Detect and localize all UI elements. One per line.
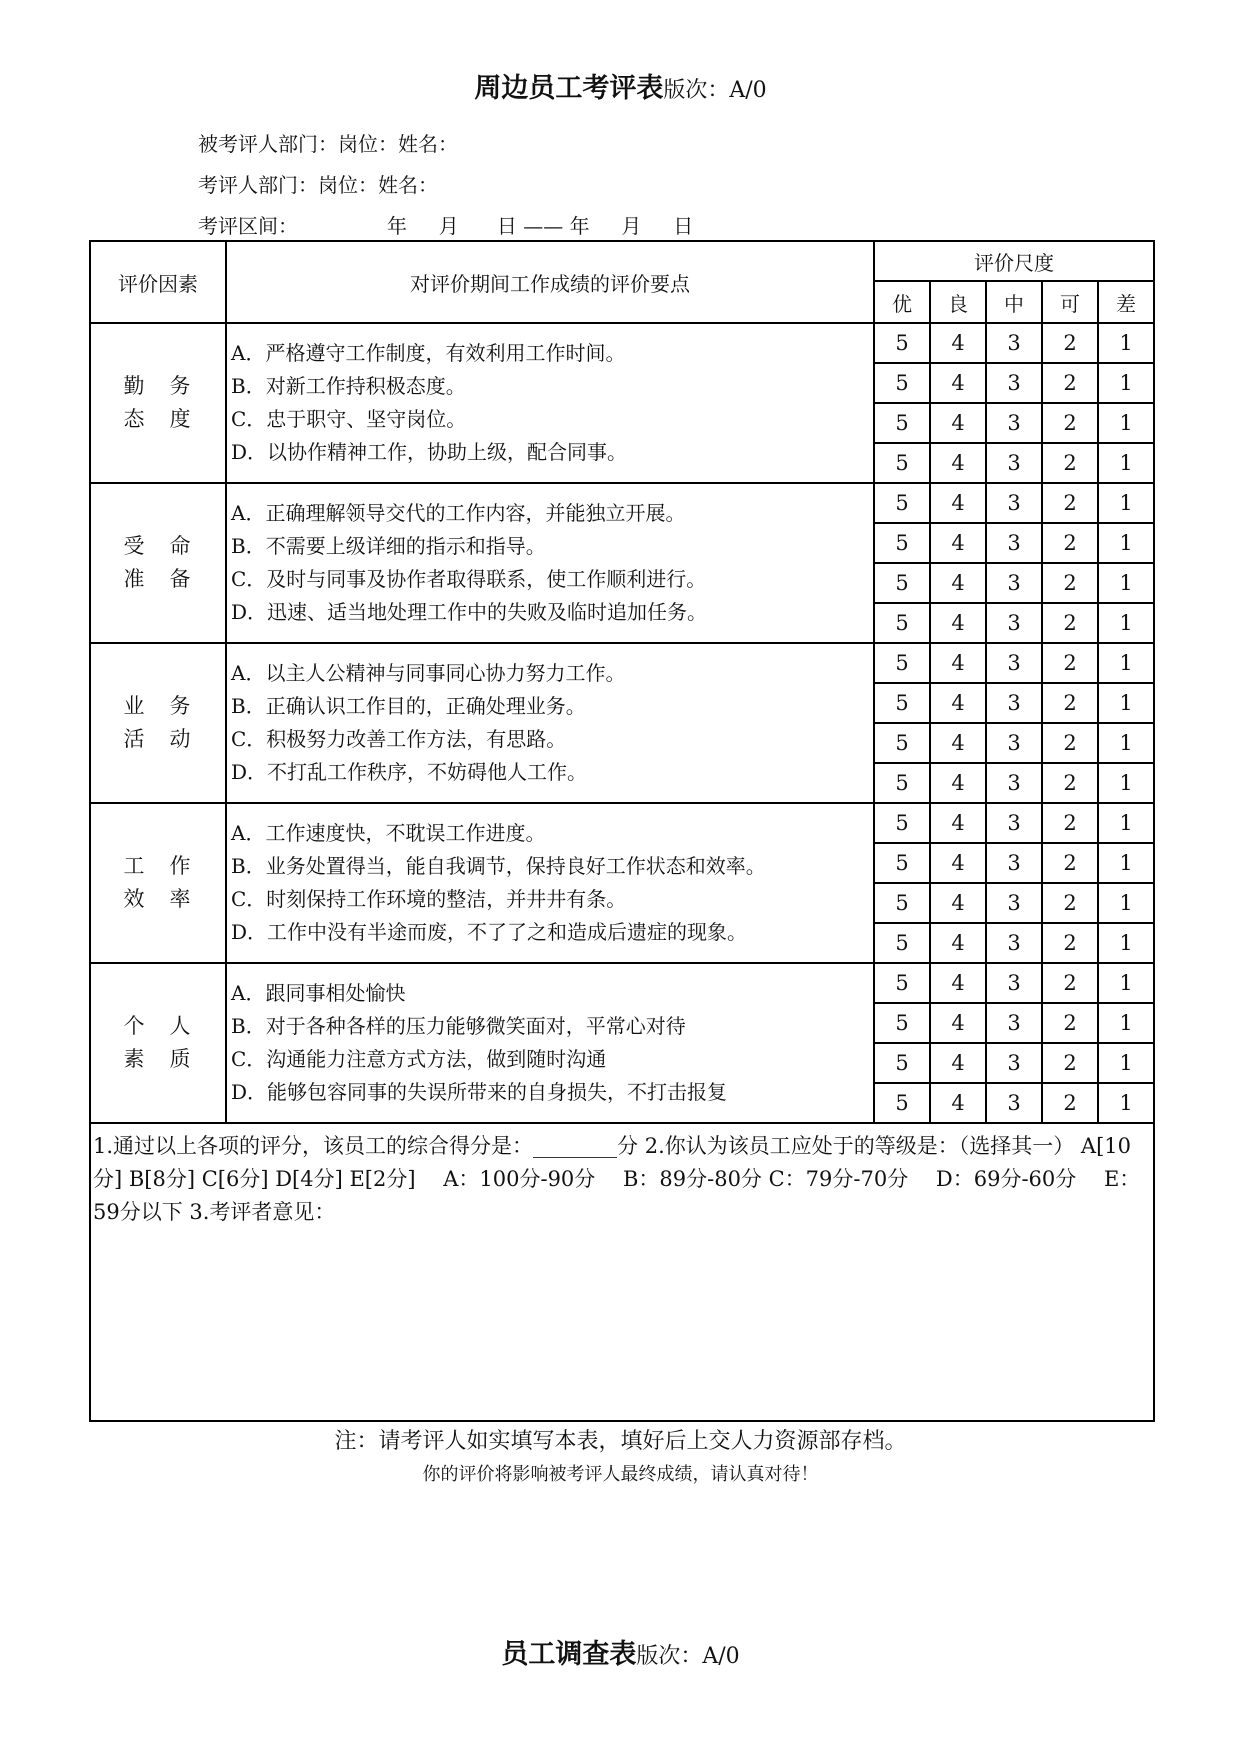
score-option[interactable]: 4 (930, 723, 986, 763)
score-option[interactable]: 4 (930, 763, 986, 803)
score-option[interactable]: 3 (986, 803, 1042, 843)
score-option[interactable]: 5 (874, 883, 930, 923)
evaluatee-info-line: 被考评人部门：岗位：姓名： (198, 132, 458, 156)
factor-cell (90, 483, 226, 643)
score-option[interactable]: 1 (1098, 723, 1154, 763)
score-option[interactable]: 1 (1098, 683, 1154, 723)
evaluation-point: C．沟通能力注意方式方法，做到随时沟通 (231, 1047, 607, 1071)
points-cell (226, 963, 874, 1123)
score-option[interactable]: 3 (986, 523, 1042, 563)
factor-label: 工 作 (123, 854, 193, 878)
evaluation-point: C．忠于职守、坚守岗位。 (231, 407, 467, 431)
evaluation-point: A．以主人公精神与同事同心协力努力工作。 (231, 661, 626, 685)
factor-label: 受 命 (123, 534, 193, 558)
factor-cell (90, 803, 226, 963)
evaluation-point: D．不打乱工作秩序，不妨碍他人工作。 (231, 760, 588, 784)
score-option[interactable]: 4 (930, 1003, 986, 1043)
score-option[interactable]: 1 (1098, 403, 1154, 443)
score-option[interactable]: 4 (930, 363, 986, 403)
evaluation-point: B．不需要上级详细的指示和指导。 (231, 534, 546, 558)
points-cell (226, 483, 874, 643)
score-option[interactable]: 4 (930, 403, 986, 443)
form-title (0, 66, 1241, 105)
score-option[interactable]: 4 (930, 843, 986, 883)
score-option[interactable]: 2 (1042, 563, 1098, 603)
score-option[interactable]: 4 (930, 923, 986, 963)
score-option[interactable]: 4 (930, 1043, 986, 1083)
score-option[interactable]: 1 (1098, 1003, 1154, 1043)
score-option[interactable]: 3 (986, 683, 1042, 723)
evaluation-point: B．正确认识工作目的，正确处理业务。 (231, 694, 586, 718)
factor-cell (90, 643, 226, 803)
score-option[interactable]: 2 (1042, 1003, 1098, 1043)
score-row (90, 483, 1154, 523)
points-cell (226, 643, 874, 803)
evaluation-point: D．能够包容同事的失误所带来的自身损失，不打击报复 (231, 1080, 728, 1104)
score-option[interactable]: 1 (1098, 603, 1154, 643)
score-option[interactable]: 3 (986, 643, 1042, 683)
grade-average: 中 (986, 281, 1042, 323)
score-option[interactable]: 5 (874, 1003, 930, 1043)
score-option[interactable]: 1 (1098, 803, 1154, 843)
score-option[interactable]: 4 (930, 963, 986, 1003)
score-option[interactable]: 2 (1042, 483, 1098, 523)
score-option[interactable]: 4 (930, 563, 986, 603)
score-option[interactable]: 5 (874, 763, 930, 803)
summary-row (90, 1123, 1154, 1421)
points-cell (226, 323, 874, 483)
grade-excellent: 优 (874, 281, 930, 323)
factor-label: 活 动 (123, 727, 193, 751)
evaluation-point: C．积极努力改善工作方法，有思路。 (231, 727, 567, 751)
factor-label: 准 备 (123, 567, 193, 591)
evaluation-point: B．对于各种各样的压力能够微笑面对，平常心对待 (231, 1014, 686, 1038)
score-option[interactable]: 3 (986, 1083, 1042, 1123)
score-option[interactable]: 5 (874, 403, 930, 443)
score-option[interactable]: 2 (1042, 403, 1098, 443)
evaluation-point: D．以协作精神工作，协助上级，配合同事。 (231, 440, 628, 464)
score-option[interactable]: 2 (1042, 923, 1098, 963)
score-option[interactable]: 3 (986, 963, 1042, 1003)
score-row (90, 323, 1154, 363)
score-option[interactable]: 4 (930, 603, 986, 643)
score-option[interactable]: 3 (986, 763, 1042, 803)
score-option[interactable]: 1 (1098, 483, 1154, 523)
evaluation-point: C．时刻保持工作环境的整洁，并井井有条。 (231, 887, 627, 911)
score-option[interactable]: 1 (1098, 523, 1154, 563)
evaluation-table (89, 240, 1155, 1422)
score-option[interactable]: 5 (874, 643, 930, 683)
score-option[interactable]: 1 (1098, 563, 1154, 603)
score-option[interactable]: 3 (986, 563, 1042, 603)
score-option[interactable]: 5 (874, 363, 930, 403)
score-option[interactable]: 3 (986, 843, 1042, 883)
score-option[interactable]: 2 (1042, 443, 1098, 483)
score-option[interactable]: 5 (874, 603, 930, 643)
score-option[interactable]: 5 (874, 1083, 930, 1123)
score-row (90, 643, 1154, 683)
evaluation-point: A．正确理解领导交代的工作内容，并能独立开展。 (231, 501, 686, 525)
score-option[interactable]: 3 (986, 723, 1042, 763)
score-option[interactable]: 1 (1098, 643, 1154, 683)
score-option[interactable]: 2 (1042, 883, 1098, 923)
score-option[interactable]: 1 (1098, 1083, 1154, 1123)
score-option[interactable]: 2 (1042, 963, 1098, 1003)
summary-body (90, 1123, 1154, 1421)
footer-note: 注：请考评人如实填写本表，填好后上交人力资源部存档。 (334, 1429, 907, 1454)
score-option[interactable]: 3 (986, 483, 1042, 523)
score-option[interactable]: 4 (930, 883, 986, 923)
header-scale: 评价尺度 (874, 241, 1154, 281)
evaluator-info-line: 考评人部门：岗位：姓名： (198, 173, 438, 197)
score-option[interactable]: 1 (1098, 883, 1154, 923)
score-option[interactable]: 4 (930, 803, 986, 843)
score-option[interactable]: 2 (1042, 363, 1098, 403)
grade-fair: 可 (1042, 281, 1098, 323)
score-option[interactable]: 1 (1098, 363, 1154, 403)
evaluation-period-line: 考评区间： 年 月 日 —— 年 月 日 (198, 214, 694, 238)
score-option[interactable]: 5 (874, 723, 930, 763)
score-option[interactable]: 1 (1098, 843, 1154, 883)
score-option[interactable]: 1 (1098, 443, 1154, 483)
score-option[interactable]: 4 (930, 683, 986, 723)
evaluation-point: B．对新工作持积极态度。 (231, 374, 466, 398)
points-cell (226, 803, 874, 963)
score-option[interactable]: 5 (874, 563, 930, 603)
score-option[interactable]: 5 (874, 323, 930, 363)
score-option[interactable]: 3 (986, 403, 1042, 443)
form-version: 版次：A/0 (663, 78, 767, 103)
score-option[interactable]: 5 (874, 803, 930, 843)
score-option[interactable]: 4 (930, 1083, 986, 1123)
score-option[interactable]: 2 (1042, 683, 1098, 723)
score-option[interactable]: 2 (1042, 723, 1098, 763)
score-option[interactable]: 1 (1098, 923, 1154, 963)
score-option[interactable]: 2 (1042, 843, 1098, 883)
score-option[interactable]: 5 (874, 923, 930, 963)
score-row (90, 963, 1154, 1003)
score-option[interactable]: 3 (986, 603, 1042, 643)
score-option[interactable]: 5 (874, 1043, 930, 1083)
header-factor: 评价因素 (90, 241, 226, 323)
score-option[interactable]: 5 (874, 483, 930, 523)
evaluation-point: B．业务处置得当，能自我调节，保持良好工作状态和效率。 (231, 854, 766, 878)
score-option[interactable]: 3 (986, 923, 1042, 963)
evaluation-point: A．跟同事相处愉快 (231, 981, 406, 1005)
factor-cell (90, 963, 226, 1123)
score-option[interactable]: 4 (930, 643, 986, 683)
second-form-title (0, 1632, 1241, 1671)
second-form-version: 版次：A/0 (636, 1644, 740, 1669)
score-option[interactable]: 1 (1098, 323, 1154, 363)
evaluation-point: D．迅速、适当地处理工作中的失败及临时追加任务。 (231, 600, 708, 624)
score-option[interactable]: 2 (1042, 803, 1098, 843)
evaluation-point: C．及时与同事及协作者取得联系，使工作顺利进行。 (231, 567, 707, 591)
score-row (90, 803, 1154, 843)
factor-label: 素 质 (123, 1047, 193, 1071)
factor-label: 效 率 (123, 887, 193, 911)
score-option[interactable]: 3 (986, 363, 1042, 403)
score-option[interactable]: 1 (1098, 963, 1154, 1003)
score-option[interactable]: 2 (1042, 603, 1098, 643)
score-option[interactable]: 5 (874, 963, 930, 1003)
score-option[interactable]: 4 (930, 323, 986, 363)
footer-reminder: 你的评价将影响被考评人最终成绩，请认真对待！ (422, 1464, 819, 1485)
header-points: 对评价期间工作成绩的评价要点 (226, 241, 874, 323)
summary-text[interactable]: 1.通过以上各项的评分，该员工的综合得分是：________分 2.你认为该员工应处于的等级是：（选择其一） A[10分] B[8分] C[6分] D[4分] E[2分] A：100分-90分 B：89分-80分 C：79分-70分 D：69分-60分 E：59分以下 3.考评者意见： (90, 1123, 1154, 1421)
evaluation-point: A．严格遵守工作制度，有效利用工作时间。 (231, 341, 626, 365)
factor-label: 个 人 (123, 1014, 193, 1038)
grade-good: 良 (930, 281, 986, 323)
factor-label: 业 务 (123, 694, 193, 718)
score-option[interactable]: 5 (874, 683, 930, 723)
score-option[interactable]: 3 (986, 443, 1042, 483)
score-option[interactable]: 1 (1098, 1043, 1154, 1083)
factor-cell (90, 323, 226, 483)
factor-label: 态 度 (123, 407, 193, 431)
factor-label: 勤 务 (123, 374, 193, 398)
score-option[interactable]: 5 (874, 523, 930, 563)
form-title-text: 周边员工考评表 (474, 73, 664, 104)
score-option[interactable]: 3 (986, 1003, 1042, 1043)
score-option[interactable]: 2 (1042, 323, 1098, 363)
score-option[interactable]: 1 (1098, 763, 1154, 803)
score-option[interactable]: 4 (930, 443, 986, 483)
grade-poor: 差 (1098, 281, 1154, 323)
evaluation-table-body (90, 241, 1154, 1123)
evaluation-point: A．工作速度快，不耽误工作进度。 (231, 821, 546, 845)
score-option[interactable]: 4 (930, 523, 986, 563)
score-option[interactable]: 2 (1042, 523, 1098, 563)
score-option[interactable]: 2 (1042, 1083, 1098, 1123)
evaluation-point: D．工作中没有半途而废，不了了之和造成后遗症的现象。 (231, 920, 748, 944)
score-option[interactable]: 5 (874, 443, 930, 483)
table-header-row (90, 241, 1154, 281)
score-option[interactable]: 3 (986, 883, 1042, 923)
score-option[interactable]: 2 (1042, 1043, 1098, 1083)
score-option[interactable]: 4 (930, 483, 986, 523)
score-option[interactable]: 5 (874, 843, 930, 883)
score-option[interactable]: 2 (1042, 643, 1098, 683)
score-option[interactable]: 3 (986, 323, 1042, 363)
second-form-title-text: 员工调查表 (501, 1639, 637, 1670)
score-option[interactable]: 3 (986, 1043, 1042, 1083)
score-option[interactable]: 2 (1042, 763, 1098, 803)
